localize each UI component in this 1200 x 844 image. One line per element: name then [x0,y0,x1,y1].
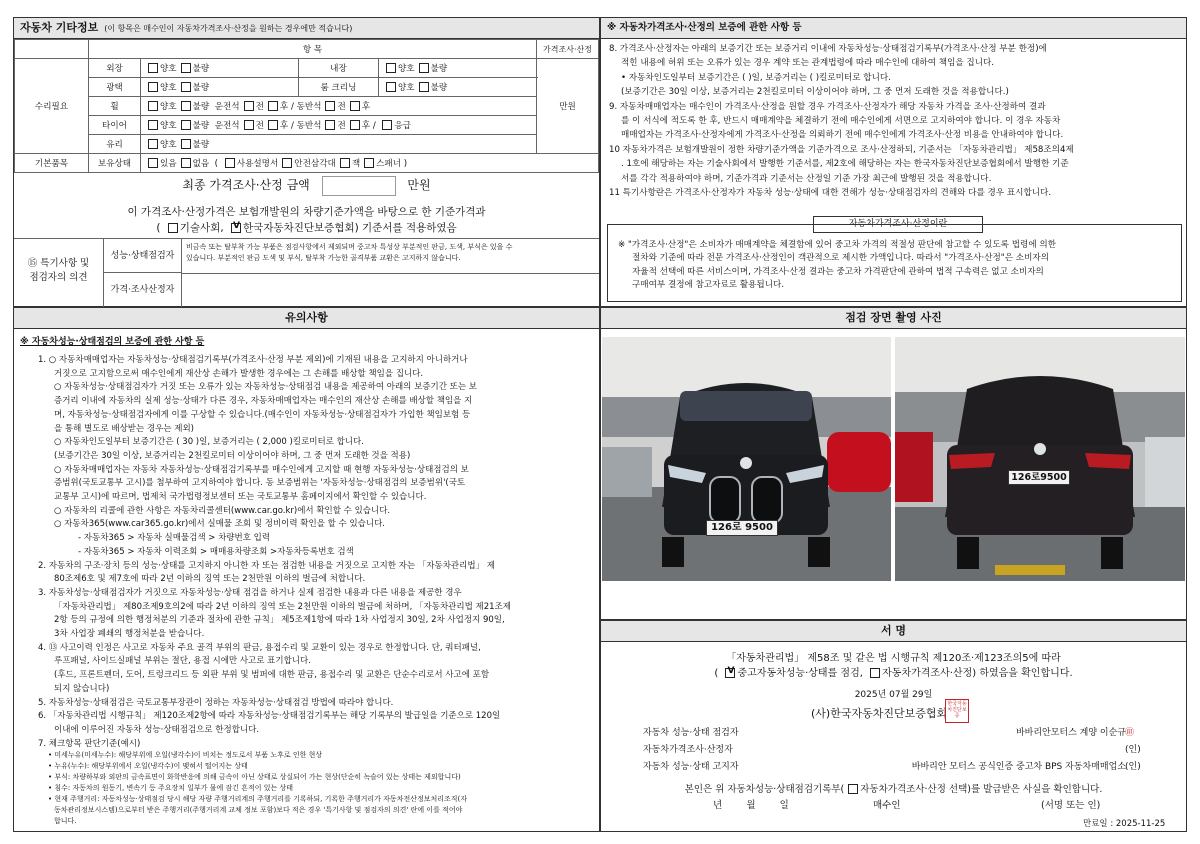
price-guarantee-section [600,17,1187,307]
law-statement: 「자동차관리법」 제58조 및 같은 법 시행규칙 제120조·제123조의5에 따라 [726,653,1061,664]
final-price-unit: 만원 [407,178,431,192]
text-line: 2. 자동차의 구조·장치 등의 성능·상태를 고지하지 아니한 자 또는 점검한 내용을 거짓으로 고지한 자는 「자동차관리법」 제 [38,560,495,571]
text-line: 를 이 서식에 적도록 한 후, 반드시 매매계약을 체결하기 전에 매수인에게 서면으로 고지하여야 합니다. 이 경우 자동차 [621,116,1061,127]
row-exterior: 외장 [89,59,141,78]
option-label: 잭 [351,159,361,169]
option-label: 후 [279,121,289,131]
text-line: 증범위(국토교통부 고시)를 첨부하여 고지하여야 합니다. 동 보증범위는 '자동차성능·상태점검의 보증범위'(국토 [54,478,466,489]
text-line: 서를 각각 적용하여야 하며, 기준가격과 기준서는 산정일 기준 가장 최근에 발행된 것을 적용합니다. [621,173,992,184]
checkbox-ext-bad[interactable] [181,63,191,73]
signer-label: 자동차 성능·상태 고지자 [643,762,739,772]
signer-label: 자동차 성능·상태 점검자 [643,728,739,738]
remarks-label-line2: 점검자의 의견 [29,272,88,283]
tire-options: 양호 불량 운전석 전 후 / 동반석 전 후 / 응급 [141,116,537,135]
price-definition-title: 자동차가격조사·산정이란 [813,216,983,233]
text-line: • 현재 주행거리: 자동차성능·상태점검 당시 해당 자량 주행거리계의 주행거리를 기록하되, 기록한 주행거리가 자동차전산정보처리조직(자 [48,795,468,803]
final-price-input[interactable] [322,176,396,196]
option-label: 없음 [192,159,210,169]
checkbox-wheel-pass-rear[interactable] [350,101,360,111]
sign-date: 2025년 07월 29일 [854,690,933,700]
option-label: 불량 [430,64,448,74]
driver-label: 운전석 [214,121,240,131]
text-line: . 1호에 해당하는 자는 기술사회에서 발행한 기준서를, 제2호에 해당하는 자는 한국자동차진단보증협회에서 발행한 기준 [621,159,1069,170]
section-title: 자동차 기타정보 [20,21,99,34]
text-line: ○ 자동차성능·상태점검자가 거짓 또는 오류가 있는 자동차성능·상태점검 내용을 제공하여 아래의 보증기간 또는 보 [54,382,477,393]
option-label: 안전삼각대 [294,159,336,169]
text-line: 적힌 내용에 허위 또는 오류가 있는 경우 계약 또는 관계법령에 따라 매수인에 대하여 책임을 집니다. [621,58,995,69]
checkbox-gloss-good[interactable] [148,82,158,92]
checkbox-room-bad[interactable] [419,82,429,92]
checkbox-kadb[interactable] [231,223,241,233]
checkbox-wheel-driver-rear[interactable] [268,101,278,111]
perf-inspector-label: 성능·상태점검자 [104,239,182,273]
gloss-options [141,78,299,97]
col-item-header: 항 목 [89,40,537,59]
price-guarantee-header: ※ 자동차가격조사·산정의 보증에 관한 사항 등 [601,18,1186,39]
basic-items-options: 있음 없음 ( 사용설명서 안전삼각대 잭 스패너 ) [141,154,599,173]
signer-label: 자동차가격조사·산정자 [643,745,733,755]
checkbox-wheel-bad[interactable] [181,101,191,111]
checkbox-wheel-pass-front[interactable] [325,101,335,111]
interior-options [378,59,536,78]
text-line: 을 통해 별도로 배상받는 경우는 제외) [54,423,194,434]
association-name: (사)한국자동차진단보증협회 [811,707,948,720]
option-label: 양호 [397,83,415,93]
checkbox-glass-bad[interactable] [181,139,191,149]
text-line: 「자동차관리법」 제80조제9호의2에 따라 2년 이하의 징역 또는 2천만원 이하의 벌금에 처하며, 「자동차관리법 제21조제 [54,601,511,612]
text-line: - 자동차365 > 자동차 실매물검색 > 차량번호 입력 [78,533,271,544]
text-line: ○ 자동차매매업자는 자동차 자동차성능·상태점검기록부를 매수인에게 고지할 때 현행 자동차성능·상태점검의 보 [54,464,469,475]
checkbox-tire-driver-front[interactable] [244,120,254,130]
text-line: 루프패널, 사이드실패널 부위는 절단, 용접 시에만 사고로 표기합니다. [54,656,311,667]
blank-cell [15,40,89,59]
checkbox-receipt-price[interactable] [848,784,858,794]
buyer-label: 매수인 [873,800,901,811]
option-label: 사용설명서 [236,159,279,169]
checkbox-glass-good[interactable] [148,139,158,149]
text-line: 2항 등의 규정에 의한 행정처분의 기준과 절차에 관한 규칙」 제5조제1항에 따라 1차 사업정지 30일, 2차 사업정지 90일, [54,615,505,626]
rear-photo [895,337,1185,581]
text-line: • 자동차인도일부터 보증기간은 ( )일, 보증거리는 ( )킬로미터로 합니다. [621,72,891,83]
basic-items-label: 기본품목 [15,154,89,173]
checkbox-ext-good[interactable] [148,63,158,73]
option-label: 양호 [160,64,177,74]
text-line: 5. 자동차성능·상태점검은 국토교통부장관이 정하는 자동차성능·상태점검 방법에 따라야 합니다. [38,697,394,708]
option-label: 양호 [397,64,415,74]
option-label: 양호 [160,83,177,93]
signer-row [601,742,1186,759]
price-inspector-opinion-field[interactable] [182,273,599,307]
signature-header: 서 명 [601,621,1186,642]
text-line: 증거리 이내에 자동차의 실제 성능·상태가 다른 경우, 자동차매매업자는 매수인의 재산상 손해를 배상할 책임을 지 [54,396,473,407]
checkbox-tire-good[interactable] [148,120,158,130]
option-label: 전 [337,121,346,131]
wheel-options: 양호 불량 운전석 전 후 / 동반석 전 후 [141,97,537,116]
checkbox-int-bad[interactable] [419,63,429,73]
checkbox-jack[interactable] [340,158,350,168]
expiry-date: 만료일 : 2025-11-25 [1083,819,1166,829]
text-line: 며, 자동차성능·상태점검자에게 이를 구상할 수 있습니다.(매수인이 자동차성능·상태점검자가 가입한 책임보험 등 [54,409,471,420]
signer-name: 바바리안 모터스 공식인증 중고차 BPS 자동차매매업소 [911,762,1126,772]
checkbox-tire-pass-rear[interactable] [350,120,360,130]
notice-text [38,354,598,751]
option-label: 불량 [192,140,210,150]
row-interior: 내장 [298,59,378,78]
perf-note-line2: 있습니다. 부분적인 판금 도색 및 부식, 탈부착 가능한 골격부품 교환은 고지하지 않습니다. [186,254,461,262]
final-price-row [14,172,599,198]
text-line: (보증기간은 30일 이상, 보증거리는 2천킬로미터 이상이어야 하며, 그 중 먼저 도래한 것을 적용) [54,450,411,461]
text-line: ○ 자동차365(www.car365.go.kr)에서 실매물 조회 및 정비이력 확인을 할 수 있습니다. [54,519,386,530]
row-gloss: 광택 [89,78,141,97]
checkbox-has[interactable] [148,158,158,168]
row-wheel: 휠 [89,97,141,116]
basis-option-2: 한국자동차진단보증협회) 기준서를 적용하였음 [243,222,457,234]
receipt-b: 자동차가격조사·산정 선택)를 발급받은 사실을 확인합니다. [860,784,1103,795]
option-label: 전 [337,102,346,112]
text-line: 매매업자는 가격조사·산정자에게 가격조사·산정을 의뢰하기 전에 매수인에게 가격조사·산정 비용을 안내하여야 합니다. [621,130,1064,141]
buyer-sign: (서명 또는 인) [1041,800,1101,811]
association-seal: 한국자동차진단보증 [945,699,969,723]
signer-rows [601,725,1186,776]
text-line: ※ "가격조사·산정"은 소비자가 매매계약을 체결함에 있어 중고차 가격의 적절성 판단에 참고할 수 있도록 법령에 의한 [618,240,1056,250]
option-label: 불량 [192,102,210,112]
receipt-date: 년 월 일 [713,800,789,811]
text-line: 9. 자동차매매업자는 매수인이 가격조사·산정을 원할 경우 가격조사·산정자가 해당 자동차 가격을 조사·산정하여 결과 [609,101,1046,112]
receipt-statement [601,781,1186,795]
option-label: 불량 [192,83,210,93]
other-info-table [14,39,599,173]
notice-section [13,307,600,832]
text-line: • 침수: 자동차의 원동기, 변속기 등 주요장치 일부가 물에 잠긴 흔적이 있는 상태 [48,784,294,792]
checkbox-tire-bad[interactable] [181,120,191,130]
confirm-option-b: 자동차가격조사·산정) 하였음을 확인합니다. [882,668,1073,679]
text-line: (보증기간은 30일 이상, 보증거리는 2천킬로미터 이상이어야 하며, 그 중 먼저 도래한 것을 적용합니다.) [621,87,1009,98]
option-label: 전 [255,102,264,112]
row-room-cleaning: 룸 크리닝 [298,78,378,97]
option-label: 전 [255,121,264,131]
text-line: 4. ⑬ 사고이력 인정은 사고로 자동차 주요 골격 부위의 판금, 용접수리 및 교환이 있는 경우로 한정합니다. 단, 쿼터패널, [38,642,481,653]
signer-mark: ㊞ [1125,728,1135,738]
basis-option-1: 기술사회, [179,222,224,234]
hold-status-label: 보유상태 [89,154,141,173]
text-line: 거짓으로 고지함으로써 매수인에게 재산상 손해가 발생한 경우에는 그 손해를 배상할 책임을 집니다. [54,368,424,379]
text-line: • 부식: 차량하부와 외판의 금속표면이 화학반응에 의해 금속이 아닌 상태로 상실되어 가는 현상(단순히 녹슬어 있는 상태는 제외합니다) [48,773,461,781]
notice-subtitle: ※ 자동차성능·상태점검의 보증에 관한 사항 등 [20,337,205,347]
exterior-options [141,59,299,78]
text-line: • 누유(누수): 해당부위에서 오일(냉각수)이 맺혀서 떨어지는 상태 [48,762,248,770]
option-label: 양호 [160,121,177,131]
text-line: 10 자동차가격은 보험개발원이 정한 차량기준가액을 기준가격으로 조사·산정하되, 기준서는 「자동차관리법」 제58조의4제 [609,144,1074,155]
checkbox-none[interactable] [181,158,191,168]
text-line: • 미세누유(미세누수): 해당부위에 오일(냉각수)이 비치는 정도로서 부품 노후로 인한 현상 [48,751,323,759]
checkbox-performance-check[interactable] [725,668,735,678]
col-price-header: 가격조사·산정 [537,40,599,59]
receipt-a: 본인은 위 자동차성능·상태점검기록부( [684,784,845,795]
remarks-label [14,239,104,307]
text-line: 11 특기사항란은 가격조사·산정자가 자동차 성능·상태에 대한 견해가 성능·상태점검자의 견해와 다를 경우 표시합니다. [609,188,1052,199]
rear-plate: 126로9500 [1008,470,1070,485]
text-line: 교통부 고시)에 따르며, 법제처 국가법령정보센터 또는 국토교통부 홈페이지에서 확인할 수 있습니다. [54,492,427,503]
passenger-label: 동반석 [296,102,322,112]
glass-options [141,135,537,154]
front-plate: 126로 9500 [706,520,778,536]
option-label: 양호 [160,102,177,112]
checkbox-tire-driver-rear[interactable] [268,120,278,130]
text-line: 이내에 이루어진 자동차 성능·상태점검으로 한정합니다. [54,724,260,735]
text-line: 6. 「자동차관리법 시행규칙」 제120조제2항에 따라 자동차성능·상태점검기록부는 해당 기록부의 발급일을 기준으로 120일 [38,711,501,722]
option-label: 양호 [160,140,177,150]
option-label: 스패너 [376,159,402,169]
text-line: 구매여부 결정에 참고자료로 활용됩니다. [632,280,785,291]
checkbox-tire-pass-front[interactable] [325,120,335,130]
final-price-label: 최종 가격조사·산정 금액 [182,178,310,192]
checkbox-int-good[interactable] [386,63,396,73]
signer-row [601,759,1186,776]
text-line: 되지 않습니다) [54,683,110,694]
text-line: 3차 사업장 폐쇄의 행정처분을 받습니다. [54,629,205,640]
checkbox-tire-emergency[interactable] [382,120,392,130]
text-line: 7. 체크항목 판단기준(예시) [38,738,141,749]
notice-header: 유의사항 [14,308,599,329]
rear-car-image [895,337,1185,581]
option-label: 후 [361,121,371,131]
option-label: 후 [279,102,289,112]
checkbox-triangle[interactable] [282,158,292,168]
price-unit: 만원 [537,59,599,154]
checkbox-manual[interactable] [225,158,235,168]
option-label: 후 [361,102,371,112]
signer-mark: (인) [1125,762,1141,772]
option-label: 응급 [394,121,412,131]
remarks-label-line1: ⑮ 특기사항 및 [27,258,90,269]
confirm-statement: ( V중고자동차성능·상태를 점검, 자동차가격조사·산정) 하였음을 확인합니다. [601,664,1186,679]
text-line: - 자동차365 > 자동차 이력조회 > 매매용차량조회 >자동차등록번호 검색 [78,546,354,557]
text-line: 합니다. [54,817,77,825]
signer-mark: (인) [1125,745,1141,755]
row-tire: 타이어 [89,116,141,135]
text-line: 동차관리정보시스템)으로부터 받은 주행거리(주행거리계 교체 정보 포함)보다 적은 경우 '특기사항 및 점검자의 의견' 란에 이를 적어야 [54,806,463,814]
basis-options: ( 기술사회, V 한국자동차진단보증협회) 기준서를 적용하였음 [14,220,599,235]
photo-header: 점검 장면 촬영 사진 [601,308,1186,329]
option-label: 불량 [192,64,210,74]
notice-criteria-text [48,750,598,827]
text-line: 절차와 기준에 따라 전문 가격조사·산정인이 객관적으로 제시한 가액입니다. 따라서 "가격조사·산정"은 소비자의 [632,253,1049,264]
option-label: 불량 [192,121,210,131]
remarks-block [14,238,599,306]
photo-section [600,307,1187,620]
checkbox-wheel-good[interactable] [148,101,158,111]
checkbox-tech-society[interactable] [168,223,178,233]
signer-row [601,725,1186,742]
perf-note [186,242,598,264]
option-label: 있음 [160,159,177,169]
checkbox-price-check[interactable] [870,668,880,678]
option-label: 불량 [430,83,448,93]
checkbox-gloss-bad[interactable] [181,82,191,92]
text-line: 자율적 선택에 따른 서비스이며, 가격조사·산정 결과는 중고차 가격판단에 관하여 법적 구속력은 없고 소비자의 [632,266,1044,277]
driver-label: 운전석 [214,102,240,112]
row-glass: 유리 [89,135,141,154]
text-line: 1. ○ 자동차매매업자는 자동차성능·상태점검기록부(가격조사·산정 부분 제외)에 기재된 내용을 고지하지 아니하거나 [38,355,468,365]
text-line: 3. 자동차성능·상태점검자가 거짓으로 자동차성능·상태 점검을 하거나 실제 점검한 내용과 다른 내용을 제공한 경우 [38,587,462,598]
basis-line: 이 가격조사·산정가격은 보험개발원의 차량기준가액을 바탕으로 한 기준가격과 [127,206,486,218]
text-line: 80조제6호 및 제7호에 따라 2년 이하의 징역 또는 2천만원 이하의 벌금에 처합니다. [54,574,366,585]
checkbox-spanner[interactable] [364,158,374,168]
checkbox-room-good[interactable] [386,82,396,92]
vehicle-other-info-section [13,17,600,307]
front-car-image [602,337,891,581]
signature-section [600,620,1187,832]
room-options [378,78,536,97]
section-subtitle: (이 항목은 매수인이 자동차가격조사·산정을 원하는 경우에만 적습니다) [104,24,353,33]
text-line: ○ 자동차인도일부터 보증기간은 ( 30 )일, 보증거리는 ( 2,000 )킬로미터로 합니다. [54,437,364,448]
price-inspector-label: 가격·조사산정자 [104,273,182,307]
checkbox-wheel-driver-front[interactable] [244,101,254,111]
text-line: 8. 가격조사·산정자는 아래의 보증기간 또는 보증거리 이내에 자동차성능·상태점검기록부(가격조사·산정 부분 한정)에 [609,44,1047,54]
text-line: ○ 자동차의 리콜에 관한 사항은 자동차리콜센터(www.car.go.kr)에서 확인할 수 있습니다. [54,505,391,516]
signer-name: 바바리안모터스 계양 이순규 [1015,728,1126,738]
confirm-option-a: 중고자동차성능·상태를 점검, [737,668,863,679]
price-guarantee-text [609,42,1183,200]
passenger-label: 동반석 [296,121,322,131]
section-header [14,18,599,39]
repair-label: 수리필요 [15,59,89,154]
front-photo [602,337,891,581]
price-definition-box [607,224,1182,302]
text-line: (후드, 프론트펜더, 도어, 트렁크리드 등 외판 부위 및 범퍼에 대한 판금, 용접수리 및 교환은 단순수리로서 사고에 포함 [54,670,490,681]
perf-note-line1: 비금속 또는 탈부착 가능 부품은 점검사항에서 제외되며 중고차 특성상 부분적인 판금, 도색, 부식은 있을 수 [186,243,513,251]
